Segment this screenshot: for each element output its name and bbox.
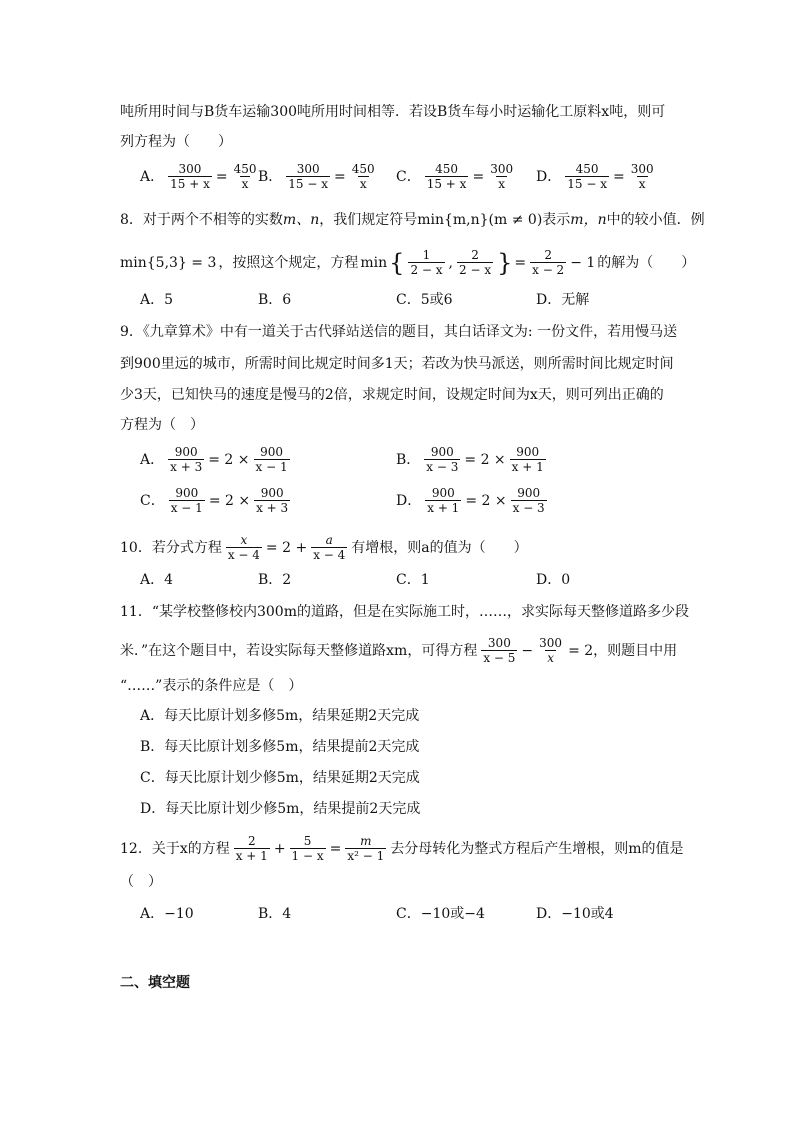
q9-option-a[interactable]: A． $\frac{900}{x + 3}$ = 2 × $\frac{900}{x - 1}$ (140, 445, 288, 474)
left-brace-icon: { (389, 248, 405, 277)
q12-option-c[interactable]: C．−10或−4 (396, 906, 485, 922)
q8-line1: 8．对于两个不相等的实数m、n，我们规定符号min{m,n}(m ≠ 0)表示m，n中的较小值．例 (120, 212, 705, 228)
q11-line1: 11．“某学校整修校内300m的道路，但是在实际施工时，……，求实际每天整修道路多少段 (120, 604, 689, 620)
q9-option-c[interactable]: C． $\frac{900}{x - 1}$ = 2 × $\frac{900}{x + 3}$ (140, 486, 289, 515)
q11-option-d[interactable]: D．每天比原计划少修5m，结果提前2天完成 (140, 801, 421, 817)
q11-option-a[interactable]: A．每天比原计划多修5m，结果延期2天完成 (140, 708, 420, 724)
q10-option-a[interactable]: A．4 (140, 572, 174, 588)
q10-option-c[interactable]: C．1 (396, 572, 430, 588)
q7-line2: 列方程为（ ） (120, 134, 232, 150)
q11-option-c[interactable]: C．每天比原计划少修5m，结果延期2天完成 (140, 770, 420, 786)
q9-line1: 9．《九章算术》中有一道关于古代驿站送信的题目，其白话译文为: 一份文件，若用慢马送 (120, 324, 678, 340)
q12-option-b[interactable]: B．4 (258, 906, 292, 922)
q7-option-a[interactable]: A． $\frac{300}{15 + x}$ = $\frac{450}{x}$ (140, 162, 257, 191)
q8-option-d[interactable]: D．无解 (536, 292, 590, 308)
q7-option-b[interactable]: B． $\frac{300}{15 - x}$ = $\frac{450}{x}$ (258, 162, 375, 191)
q7-option-c[interactable]: C． $\frac{450}{15 + x}$ = $\frac{300}{x}$ (396, 162, 514, 191)
q11-line3: “……”表示的条件应是（ ） (120, 678, 303, 694)
q11-option-b[interactable]: B．每天比原计划多修5m，结果提前2天完成 (140, 739, 420, 755)
q9-option-b[interactable]: B． $\frac{900}{x - 3}$ = 2 × $\frac{900}{x + 1}$ (396, 445, 544, 474)
q12-option-d[interactable]: D．−10或4 (536, 906, 614, 922)
q12-option-a[interactable]: A．−10 (140, 906, 194, 922)
q12-line2: （ ） (120, 874, 162, 890)
q8-option-b[interactable]: B．6 (258, 292, 292, 308)
q9-line4: 方程为（ ） (120, 417, 204, 433)
q10-line1: 10．若分式方程 $\frac{x}{x - 4}$ = 2 + $\frac{a}{x - 4}$ 有增根，则a的值为（ ） (120, 533, 528, 562)
q9-line2: 到900里远的城市，所需时间比规定时间多1天；若改为快马派送，则所需时间比规定时间 (120, 356, 674, 372)
q8-line2: min{5,3} = 3 ，按照这个规定，方程 min { $\frac{1}{2 - x}$ , $\frac{2}{2 - x}$ } = $\frac{2}{x - 2}$ − 1 的解为（ ） (120, 248, 696, 277)
q10-option-b[interactable]: B．2 (258, 572, 292, 588)
q9-line3: 少3天，已知快马的速度是慢马的2倍，求规定时间，设规定时间为x天，则可列出正确的 (120, 387, 664, 403)
right-brace-icon: } (497, 248, 513, 277)
q10-option-d[interactable]: D．0 (536, 572, 571, 588)
section-heading: 二、填空题 (120, 975, 190, 991)
q12-line1: 12．关于x的方程 $\frac{2}{x + 1}$ + $\frac{5}{1 - x}$ = $\frac{m}{\text{x² − 1}}$ 去分母转化为整式方程后产生增根，则m的值是 (120, 834, 684, 863)
q7-option-d[interactable]: D． $\frac{450}{15 - x}$ = $\frac{300}{x}$ (536, 162, 654, 191)
q8-option-a[interactable]: A．5 (140, 292, 174, 308)
q8-option-c[interactable]: C．5或6 (396, 292, 453, 308)
q7-line1: 吨所用时间与B货车运输300吨所用时间相等．若设B货车每小时运输化工原料x吨，则可 (120, 104, 666, 120)
q9-option-d[interactable]: D． $\frac{900}{x + 1}$ = 2 × $\frac{900}{x - 3}$ (396, 486, 545, 515)
q11-line2: 米．”在这个题目中，若设实际每天整修道路xm，可得方程 $\frac{300}{x - 5}$ − $\frac{300}{x}$ = 2，则题目中用 (120, 636, 678, 665)
